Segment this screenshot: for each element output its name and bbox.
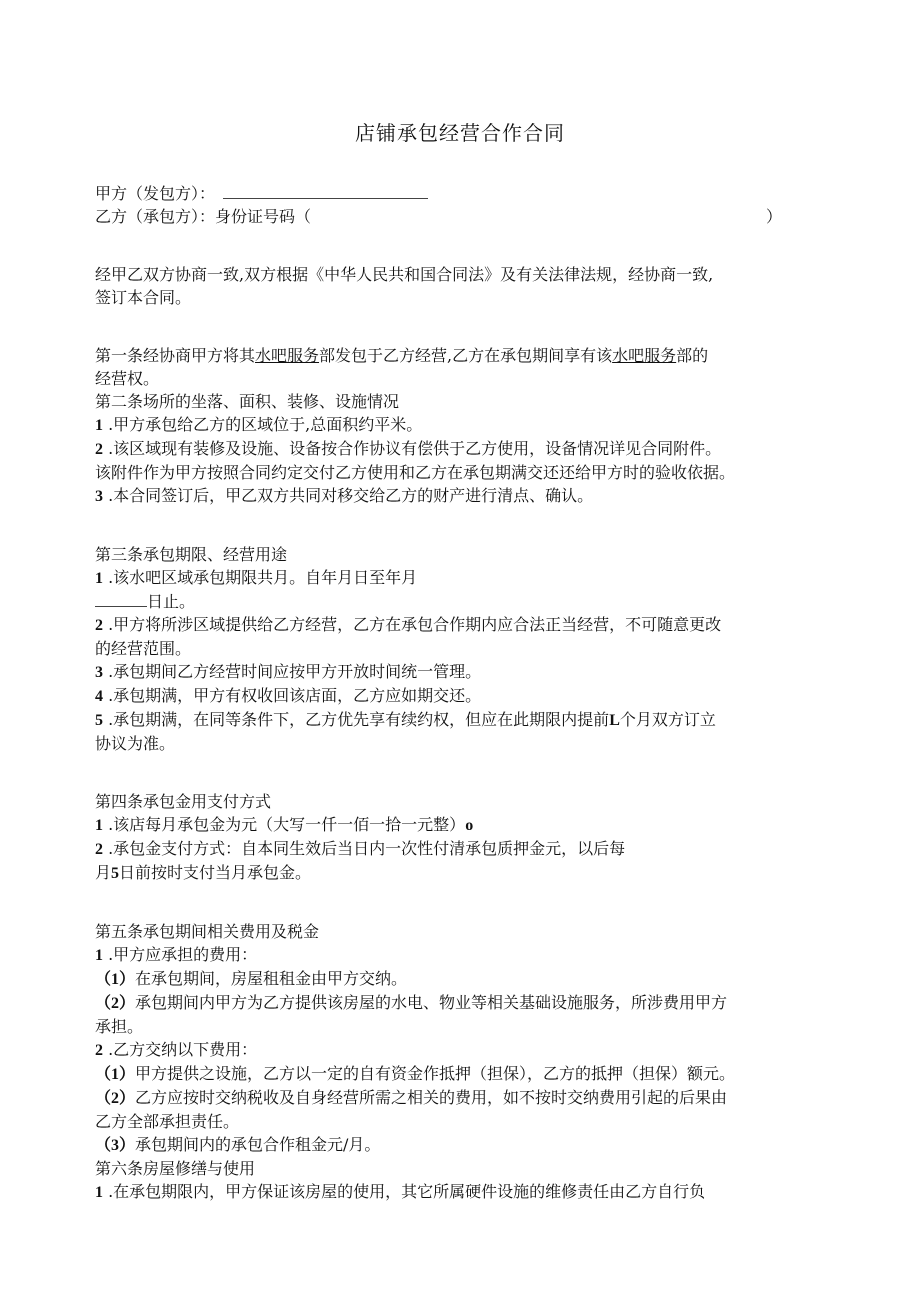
underlined-term: 水吧服务: [255, 346, 320, 365]
contract-body: [95, 182, 840, 1204]
article-5-heading: 第五条承包期间相关费用及税金: [95, 922, 320, 941]
intro-line-1: 经甲乙双方协商一致,双方根据《中华人民共和国合同法》及有关法律法规，经协商一致,: [95, 265, 714, 284]
article-6-heading: 第六条房屋修缮与使用: [95, 1159, 256, 1178]
article-3-item-5-cont: 协议为准。: [95, 734, 176, 753]
article-4-item-2-cont: 月5日前按时支付当月承包金。: [95, 863, 312, 882]
article-3-item-3: 3 .承包期间乙方经营时间应按甲方开放时间统一管理。: [95, 662, 482, 681]
article-2-item-2-cont: 该附件作为甲方按照合同约定交付乙方使用和乙方在承包期满交还还给甲方时的验收依据。: [95, 463, 736, 482]
article-1: 第一条经协商甲方将其水吧服务部发包于乙方经营,乙方在承包期间享有该水吧服务部的: [95, 346, 709, 365]
party-a-line: 甲方（发包方）：: [95, 182, 840, 205]
article-5-sub-b3: （3）承包期间内的承包合作租金元/月。: [95, 1135, 381, 1154]
document-title: 店铺承包经营合作合同: [355, 121, 565, 145]
article-5-sub-b1: （1）甲方提供之设施，乙方以一定的自有资金作抵押（担保），乙方的抵押（担保）额元。: [95, 1064, 736, 1083]
article-4-item-1: 1 .该店每月承包金为元（大写一仟一佰一拾一元整）o: [95, 815, 474, 834]
article-3-item-2: 2 .甲方将所涉区域提供给乙方经营，乙方在承包合作期内应合法正当经营，不可随意更改: [95, 615, 722, 634]
article-3-item-1-cont: 日止。: [95, 590, 840, 613]
party-b-line: 乙方（承包方）：身份证号码（ ）: [95, 207, 783, 226]
underlined-term: 水吧服务: [612, 346, 677, 365]
article-5-sub-2-cont: 承担。: [95, 1017, 144, 1036]
article-5-sub-b2-cont: 乙方全部承担责任。: [95, 1112, 240, 1131]
article-2-item-2: 2 .该区域现有装修及设施、设备按合作协议有偿供于乙方使用，设备情况详见合同附件。: [95, 439, 722, 458]
article-3-item-2-cont: 的经营范围。: [95, 639, 192, 658]
party-a-blank: [223, 184, 428, 199]
article-3-item-1: 1 .该水吧区域承包期限共月。自年月日至年月: [95, 568, 418, 587]
article-5-sub-b2: （2）乙方应按时交纳税收及自身经营所需之相关的费用，如不按时交纳费用引起的后果由: [95, 1088, 728, 1107]
article-5-item-1: 1 .甲方应承担的费用：: [95, 945, 258, 964]
article-2-heading: 第二条场所的坐落、面积、装修、设施情况: [95, 392, 400, 411]
article-4-heading: 第四条承包金用支付方式: [95, 792, 272, 811]
article-2-item-3: 3 .本合同签订后，甲乙双方共同对移交给乙方的财产进行清点、确认。: [95, 486, 594, 505]
article-5-sub-2: （2）承包期间内甲方为乙方提供该房屋的水电、物业等相关基础设施服务，所涉费用甲方: [95, 993, 728, 1012]
article-5-item-2: 2 .乙方交纳以下费用：: [95, 1040, 258, 1059]
article-3-heading: 第三条承包期限、经营用途: [95, 545, 288, 564]
article-1-line-2: 经营权。: [95, 369, 160, 388]
date-blank: [95, 592, 147, 607]
article-5-sub-1: （1）在承包期间，房屋租租金由甲方交纳。: [95, 969, 408, 988]
article-4-item-2: 2 .承包金支付方式：自本同生效后当日内一次性付清承包质押金元，以后每: [95, 839, 626, 858]
intro-line-2: 签订本合同。: [95, 288, 192, 307]
article-3-item-5: 5 .承包期满，在同等条件下，乙方优先享有续约权，但应在此期限内提前L个月双方订立: [95, 710, 716, 729]
article-6-item-1: 1 .在承包期限内，甲方保证该房屋的使用，其它所属硬件设施的维修责任由乙方自行负: [95, 1182, 706, 1201]
article-3-item-4: 4 .承包期满，甲方有权收回该店面，乙方应如期交还。: [95, 686, 482, 705]
article-2-item-1: 1 .甲方承包给乙方的区域位于,总面积约平米。: [95, 415, 423, 434]
